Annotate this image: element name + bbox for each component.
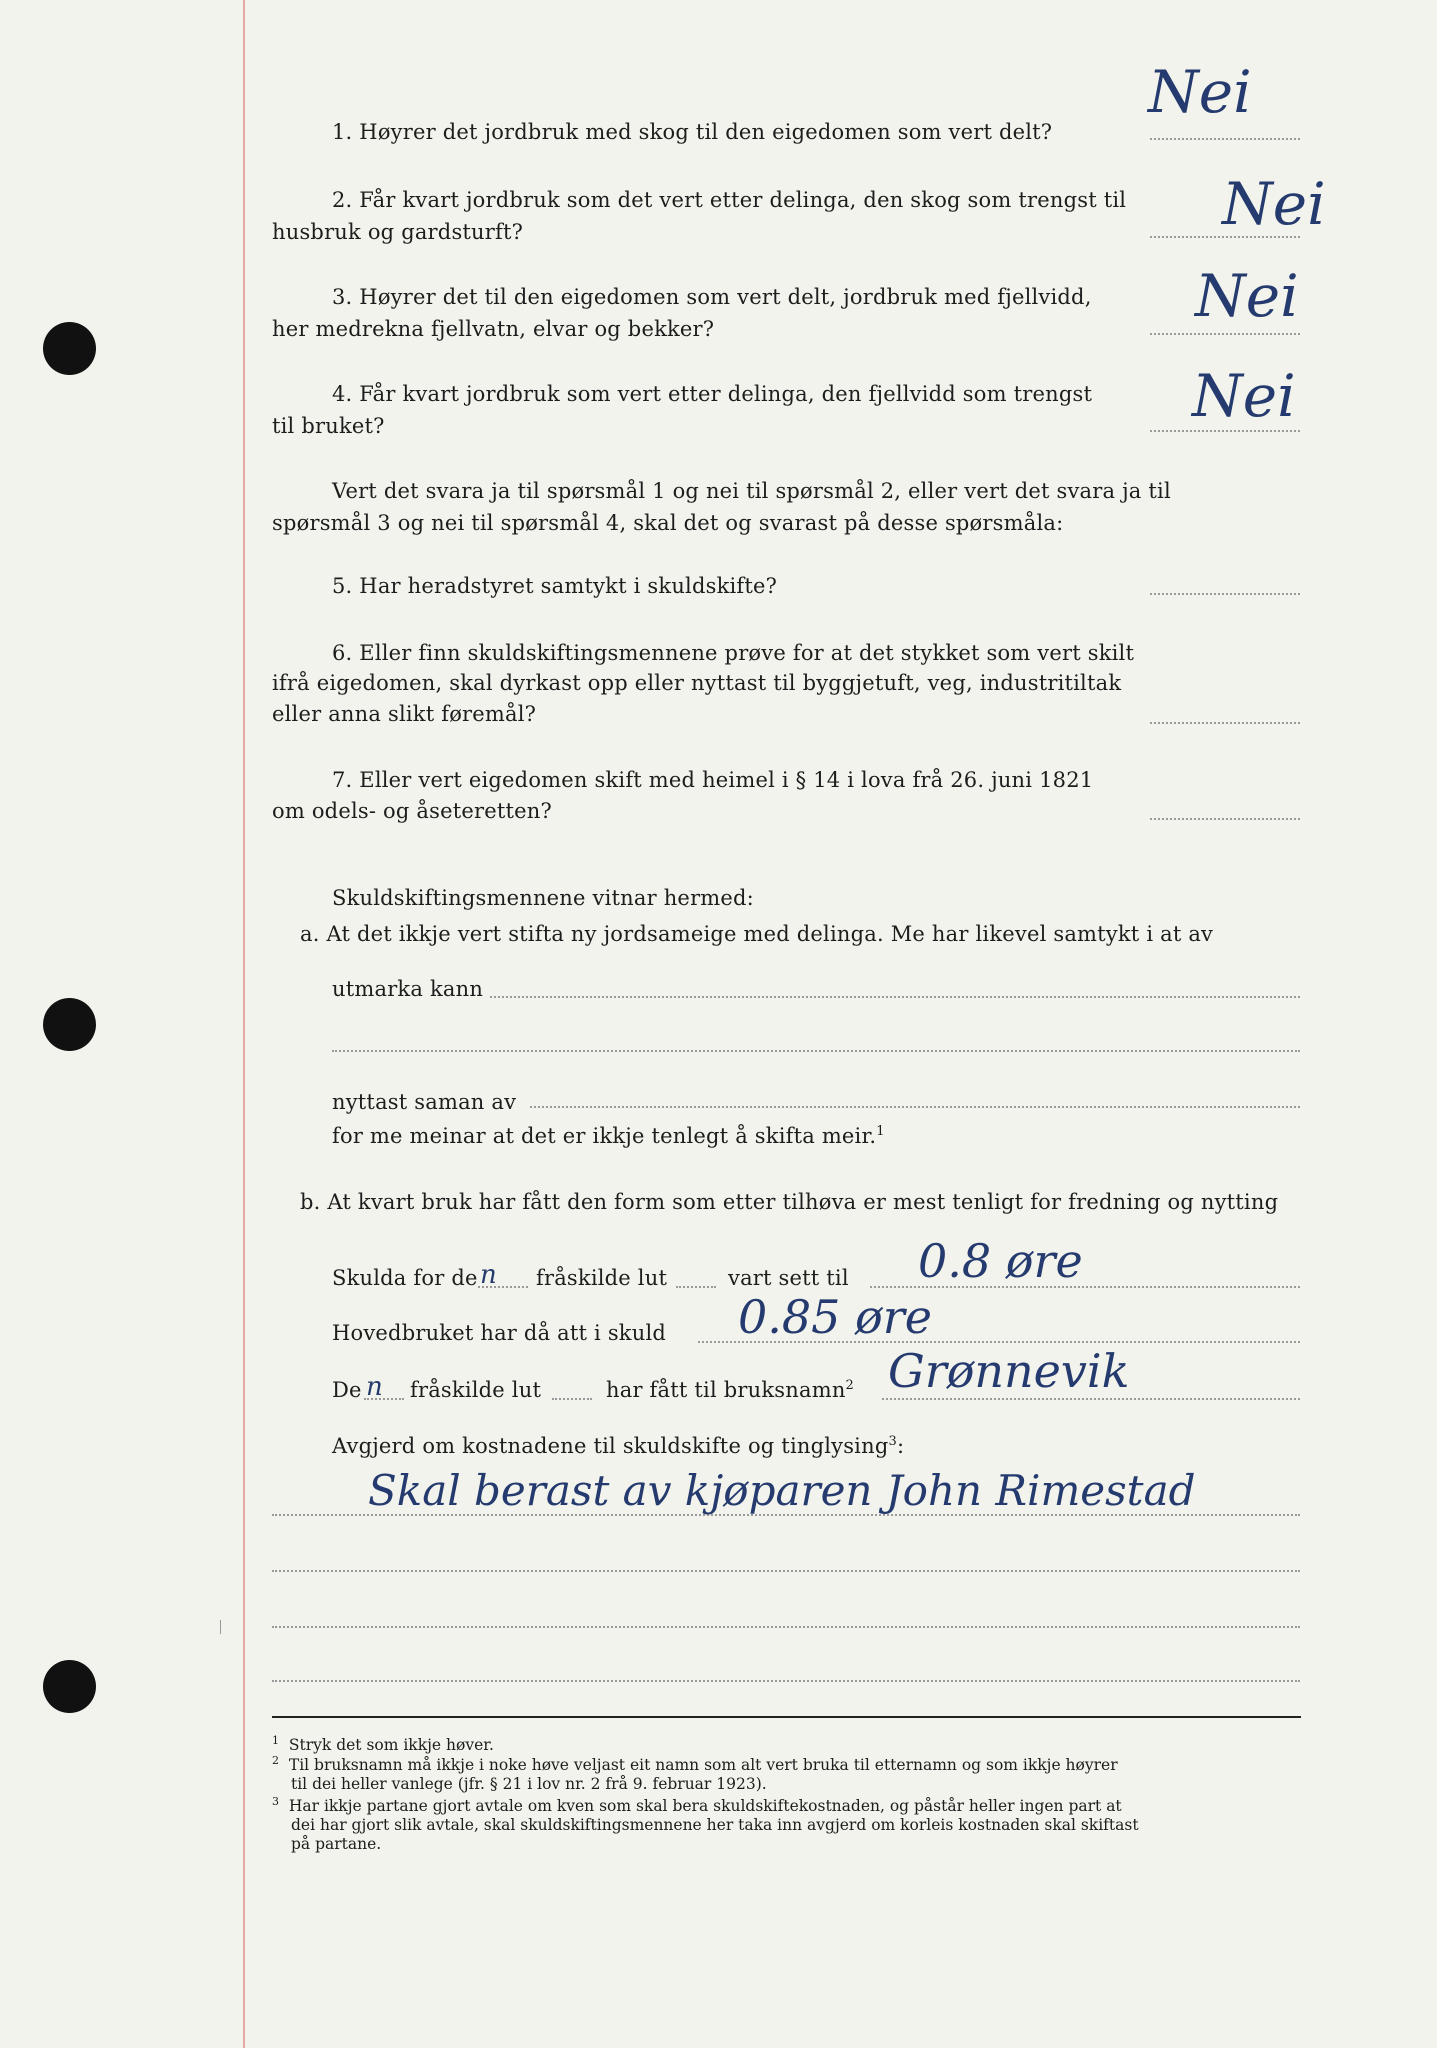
answer-1: Nei [1148, 58, 1252, 126]
footnote-3-line-1: $^3$ Har ikkje partane gjort avtale om kven som skal bera skuldskiftekostnaden, og påstår heller ingen part at [272, 1794, 1122, 1815]
bruksnamn-value: Grønnevik [888, 1344, 1130, 1398]
witness-a-utmarka: utmarka kann [332, 977, 484, 1001]
footnote-3-line-2: dei har gjort slik avtale, skal skuldskiftingsmennene her taka inn avgjerd om korleis kostnaden skal skiftast [291, 1816, 1139, 1834]
answer-2: Nei [1222, 170, 1326, 238]
avgjerd-label: Avgjerd om kostnadene til skuldskifte og tinglysing$^3$: [332, 1434, 905, 1458]
skulda-label-b: fråskilde lut [536, 1266, 668, 1290]
bruksnamn-fill-1: n [366, 1372, 383, 1402]
footnote-rule [272, 1716, 1301, 1718]
answer-line-3 [1150, 333, 1300, 335]
hovedbruk-value: 0.85 øre [738, 1290, 932, 1344]
skulda-fill-line-1 [478, 1286, 528, 1288]
utmarka-fill-line [490, 996, 1300, 998]
nyttast-fill-line [530, 1106, 1300, 1108]
hovedbruk-label: Hovedbruket har då att i skuld [332, 1321, 667, 1345]
instruction-line-1: Vert det svara ja til spørsmål 1 og nei til spørsmål 2, eller vert det svara ja til [332, 479, 1171, 503]
bruksnamn-value-line [882, 1398, 1300, 1400]
utmarka-fill-line-2 [332, 1050, 1300, 1052]
punch-hole [43, 998, 96, 1051]
question-5: 5. Har heradstyret samtykt i skuldskifte? [332, 574, 778, 598]
bruksnamn-fill-line-1 [364, 1398, 404, 1400]
witness-a-nyttast: nyttast saman av [332, 1090, 517, 1114]
question-7-line-1: 7. Eller vert eigedomen skift med heimel i § 14 i lova frå 26. juni 1821 [332, 768, 1094, 792]
skulda-label-c: vart sett til [728, 1266, 849, 1290]
bruksnamn-label-c: har fått til bruksnamn$^2$ [606, 1378, 855, 1402]
question-6-line-1: 6. Eller finn skuldskiftingsmennene prøve for at det stykket som vert skilt [332, 641, 1135, 665]
answer-line-7 [1150, 818, 1300, 820]
question-2-line-1: 2. Får kvart jordbruk som det vert etter delinga, den skog som trengst til [332, 188, 1127, 212]
avgjerd-line-3 [272, 1626, 1300, 1628]
bruksnamn-fill-line-2 [552, 1398, 592, 1400]
answer-line-1 [1150, 138, 1300, 140]
footnote-2-line-1: $^2$ Til bruksnamn må ikkje i noke høve veljast eit namn som alt vert bruka til etternamn og som ikkje høyrer [272, 1753, 1118, 1774]
skulda-label-a: Skulda for de [332, 1266, 478, 1290]
punch-hole [43, 1660, 96, 1713]
avgjerd-line-4 [272, 1680, 1300, 1682]
question-3-line-2: her medrekna fjellvatn, elvar og bekker? [272, 317, 715, 341]
skulda-value: 0.8 øre [918, 1234, 1083, 1288]
answer-3: Nei [1195, 262, 1299, 330]
footnote-2-line-2: til dei heller vanlege (jfr. § 21 i lov nr. 2 frå 9. februar 1923). [291, 1775, 767, 1793]
question-4-line-2: til bruket? [272, 414, 385, 438]
punch-hole [43, 322, 96, 375]
question-2-line-2: husbruk og gardsturft? [272, 220, 524, 244]
bruksnamn-label-b: fråskilde lut [410, 1378, 542, 1402]
witness-a-line-1: a. At det ikkje vert stifta ny jordsameige med delinga. Me har likevel samtykt i at av [300, 922, 1214, 946]
skulda-fill-line-2 [676, 1286, 716, 1288]
footnote-1: $^1$ Stryk det som ikkje høver. [272, 1733, 494, 1754]
question-3-line-1: 3. Høyrer det til den eigedomen som vert delt, jordbruk med fjellvidd, [332, 285, 1092, 309]
witness-heading: Skuldskiftingsmennene vitnar hermed: [332, 886, 754, 910]
skulda-fill-1: n [480, 1260, 497, 1290]
footnote-3-line-3: på partane. [291, 1835, 382, 1853]
margin-line [243, 0, 245, 2048]
question-4-line-1: 4. Får kvart jordbruk som vert etter delinga, den fjellvidd som trengst [332, 382, 1093, 406]
question-6-line-3: eller anna slikt føremål? [272, 702, 537, 726]
answer-line-5 [1150, 593, 1300, 595]
answer-line-4 [1150, 430, 1300, 432]
avgjerd-line-2 [272, 1570, 1300, 1572]
question-1: 1. Høyrer det jordbruk med skog til den eigedomen som vert delt? [332, 120, 1053, 144]
question-6-line-2: ifrå eigedomen, skal dyrkast opp eller nyttast til byggjetuft, veg, industritiltak [272, 671, 1122, 695]
margin-mark [220, 1620, 221, 1634]
witness-a-meinar: for me meinar at det er ikkje tenlegt å skifta meir.$^1$ [332, 1124, 885, 1148]
question-7-line-2: om odels- og åseteretten? [272, 799, 552, 823]
instruction-line-2: spørsmål 3 og nei til spørsmål 4, skal det og svarast på desse spørsmåla: [272, 511, 1064, 535]
avgjerd-value: Skal berast av kjøparen John Rimestad [368, 1466, 1196, 1515]
bruksnamn-label-a: De [332, 1378, 362, 1402]
answer-4: Nei [1192, 362, 1296, 430]
answer-line-6 [1150, 722, 1300, 724]
witness-b-line-1: b. At kvart bruk har fått den form som etter tilhøva er mest tenligt for fredning og nytting [300, 1190, 1279, 1214]
